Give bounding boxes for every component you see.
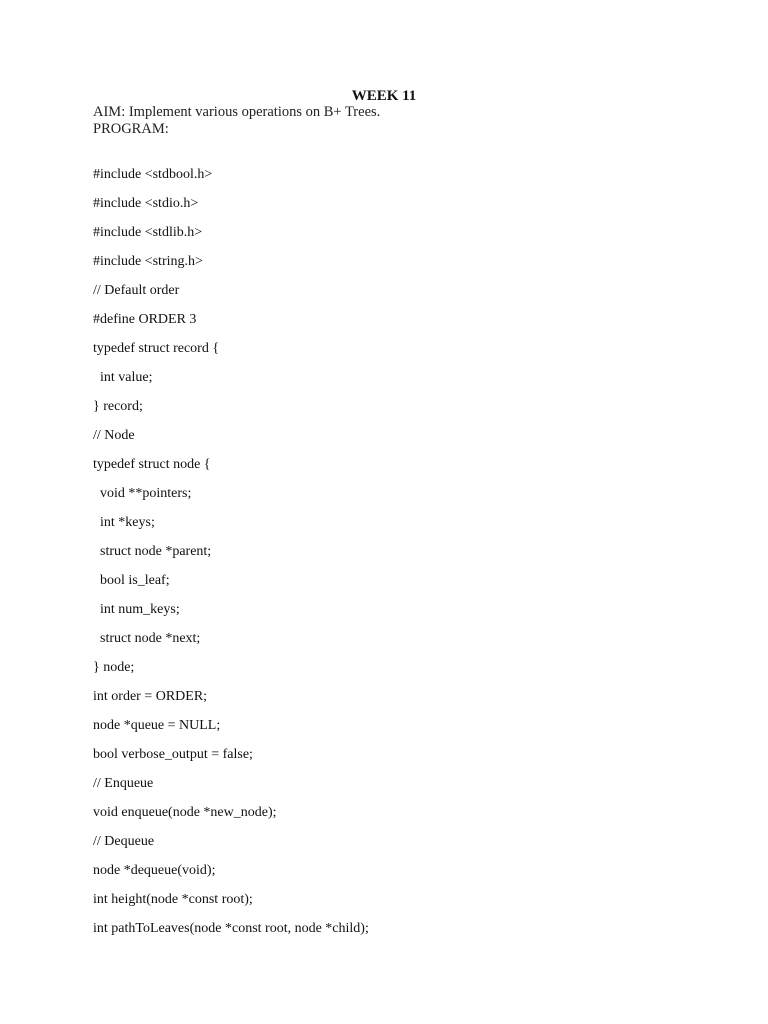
code-line: int num_keys;	[93, 602, 180, 617]
code-line: // Enqueue	[93, 776, 154, 791]
code-line: } node;	[93, 660, 135, 675]
code-listing	[93, 165, 369, 948]
code-line: // Node	[93, 428, 135, 443]
code-line: struct node *parent;	[93, 544, 212, 559]
code-line: void enqueue(node *new_node);	[93, 805, 277, 820]
code-line: int *keys;	[93, 515, 155, 530]
code-line: #include <stdlib.h>	[93, 225, 203, 240]
code-line: typedef struct record {	[93, 341, 220, 356]
code-line: } record;	[93, 399, 143, 414]
code-line: struct node *next;	[93, 631, 201, 646]
aim-statement: AIM: Implement various operations on B+ Trees.	[93, 104, 381, 120]
code-line: node *dequeue(void);	[93, 863, 216, 878]
code-line: #include <stdbool.h>	[93, 167, 213, 182]
code-line: #include <stdio.h>	[93, 196, 199, 211]
code-line: #define ORDER 3	[93, 312, 197, 327]
code-line: int pathToLeaves(node *const root, node *child);	[93, 921, 369, 936]
code-line: #include <string.h>	[93, 254, 203, 269]
code-line: bool verbose_output = false;	[93, 747, 253, 762]
code-line: int height(node *const root);	[93, 892, 253, 907]
code-line: int order = ORDER;	[93, 689, 208, 704]
program-label: PROGRAM:	[93, 121, 169, 137]
code-line: typedef struct node {	[93, 457, 211, 472]
code-line: node *queue = NULL;	[93, 718, 221, 733]
code-line: void **pointers;	[93, 486, 192, 501]
code-line: bool is_leaf;	[93, 573, 170, 588]
code-line: // Dequeue	[93, 834, 155, 849]
page-title-text: WEEK 11	[351, 88, 417, 104]
code-line: // Default order	[93, 283, 180, 298]
code-line: int value;	[93, 370, 153, 385]
